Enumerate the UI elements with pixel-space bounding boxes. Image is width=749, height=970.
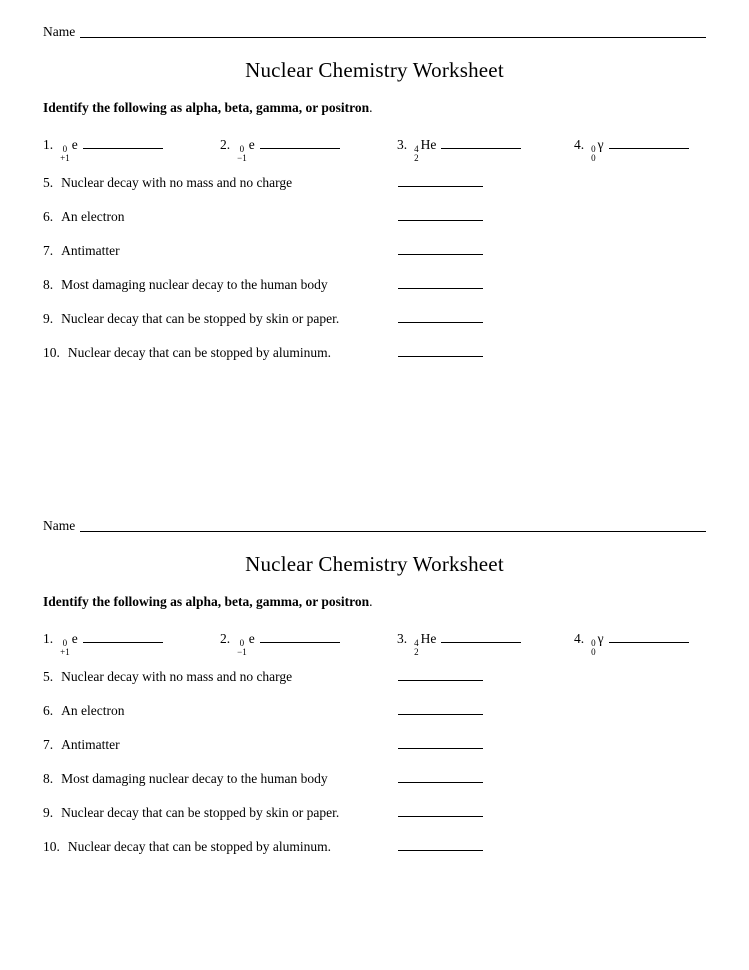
item-number: 1. [43,631,54,646]
question-row-5 [43,166,749,200]
particle-symbol: e [71,137,78,152]
question-text: Nuclear decay that can be stopped by skin or paper. [61,804,340,820]
mass-number: 0 [591,638,596,648]
mass-number: 0 [239,638,245,648]
instruction-text: Identify the following as alpha, beta, gamma, or positron [43,594,370,609]
question-body [43,762,398,796]
question-text: Nuclear decay with no mass and no charge [61,174,293,190]
item-number: 1. [43,137,54,152]
question-body [43,234,398,268]
notation-item-4 [574,631,749,658]
question-body [43,336,398,370]
question-text: Nuclear decay with no mass and no charge [61,668,293,684]
question-body [43,660,398,694]
nuclide-stack [237,639,247,658]
name-label: Name [43,518,76,533]
item-number: 3. [397,631,408,646]
question-number: 8. [43,276,54,292]
question-body [43,268,398,302]
question-row-7 [43,728,749,762]
question-body [43,166,398,200]
question-row-9 [43,302,749,336]
name-blank-line[interactable] [80,37,706,38]
notation-item-4 [574,137,749,164]
nuclide-stack [60,639,70,658]
question-row-8 [43,268,749,302]
item-number: 2. [220,137,231,152]
answer-blank[interactable] [398,680,483,681]
question-row-6 [43,200,749,234]
nuclide-stack [591,145,596,164]
particle-symbol: He [420,631,437,646]
instruction-period: . [369,594,373,609]
answer-blank[interactable] [398,850,483,851]
question-number: 9. [43,310,54,326]
answer-blank[interactable] [441,148,521,149]
mass-number: 4 [414,638,419,648]
answer-blank[interactable] [609,148,689,149]
question-text: An electron [61,702,125,718]
worksheet-title: Nuclear Chemistry Worksheet [245,552,504,576]
question-body [43,796,398,830]
notation-item-1 [43,137,220,164]
question-row-6 [43,694,749,728]
answer-blank[interactable] [609,642,689,643]
nuclide-stack [414,145,419,164]
question-list [0,660,749,864]
question-row-5 [43,660,749,694]
answer-blank[interactable] [398,356,483,357]
particle-symbol: e [248,631,255,646]
name-label: Name [43,24,76,39]
nuclide-stack [591,639,596,658]
question-text: Nuclear decay that can be stopped by skin or paper. [61,310,340,326]
question-text: Nuclear decay that can be stopped by aluminum. [67,344,332,360]
item-number: 4. [574,631,585,646]
notation-item-2 [220,137,397,164]
answer-blank[interactable] [398,748,483,749]
question-text: Most damaging nuclear decay to the human body [61,276,328,292]
question-text: Antimatter [61,736,120,752]
charge-number: 2 [414,647,419,658]
instruction-period: . [369,100,373,115]
question-text: Antimatter [61,242,120,258]
question-row-7 [43,234,749,268]
question-row-9 [43,796,749,830]
question-number: 10. [43,344,60,360]
question-number: 5. [43,174,54,190]
nuclide-stack [237,145,247,164]
particle-symbol: e [71,631,78,646]
question-number: 8. [43,770,54,786]
answer-blank[interactable] [398,254,483,255]
answer-blank[interactable] [398,220,483,221]
answer-blank[interactable] [83,642,163,643]
question-number: 6. [43,702,54,718]
mass-number: 0 [591,144,596,154]
question-body [43,728,398,762]
question-body [43,200,398,234]
question-text: An electron [61,208,125,224]
charge-number: +1 [60,647,70,658]
answer-blank[interactable] [398,714,483,715]
worksheet-copy-2 [0,494,749,864]
particle-symbol: γ [597,137,604,152]
charge-number: +1 [60,153,70,164]
name-row [43,494,706,534]
worksheet-title: Nuclear Chemistry Worksheet [245,58,504,82]
charge-number: −1 [237,647,247,658]
notation-row [0,137,749,164]
mass-number: 0 [62,144,68,154]
name-blank-line[interactable] [80,531,706,532]
charge-number: 0 [591,647,596,658]
question-number: 7. [43,242,54,258]
instruction-line [43,594,706,610]
notation-item-2 [220,631,397,658]
answer-blank[interactable] [398,322,483,323]
question-body [43,830,398,864]
notation-item-3 [397,137,574,164]
nuclide-stack [414,639,419,658]
item-number: 3. [397,137,408,152]
particle-symbol: γ [597,631,604,646]
charge-number: 2 [414,153,419,164]
notation-item-1 [43,631,220,658]
answer-blank[interactable] [83,148,163,149]
question-list [0,166,749,370]
worksheet-copy-1 [0,0,749,370]
answer-blank[interactable] [398,186,483,187]
item-number: 4. [574,137,585,152]
answer-blank[interactable] [398,288,483,289]
mass-number: 0 [62,638,68,648]
charge-number: −1 [237,153,247,164]
question-text: Nuclear decay that can be stopped by aluminum. [67,838,332,854]
item-number: 2. [220,631,231,646]
question-number: 5. [43,668,54,684]
question-body [43,302,398,336]
question-row-10 [43,830,749,864]
answer-blank[interactable] [441,642,521,643]
instruction-text: Identify the following as alpha, beta, gamma, or positron [43,100,370,115]
answer-blank[interactable] [398,816,483,817]
question-number: 7. [43,736,54,752]
question-row-10 [43,336,749,370]
question-text: Most damaging nuclear decay to the human body [61,770,328,786]
notation-item-3 [397,631,574,658]
question-number: 9. [43,804,54,820]
question-number: 10. [43,838,60,854]
notation-row [0,631,749,658]
answer-blank[interactable] [260,642,340,643]
charge-number: 0 [591,153,596,164]
particle-symbol: He [420,137,437,152]
answer-blank[interactable] [398,782,483,783]
mass-number: 0 [239,144,245,154]
answer-blank[interactable] [260,148,340,149]
question-number: 6. [43,208,54,224]
question-row-8 [43,762,749,796]
nuclide-stack [60,145,70,164]
question-body [43,694,398,728]
instruction-line [43,100,706,116]
name-row [43,0,706,40]
mass-number: 4 [414,144,419,154]
particle-symbol: e [248,137,255,152]
